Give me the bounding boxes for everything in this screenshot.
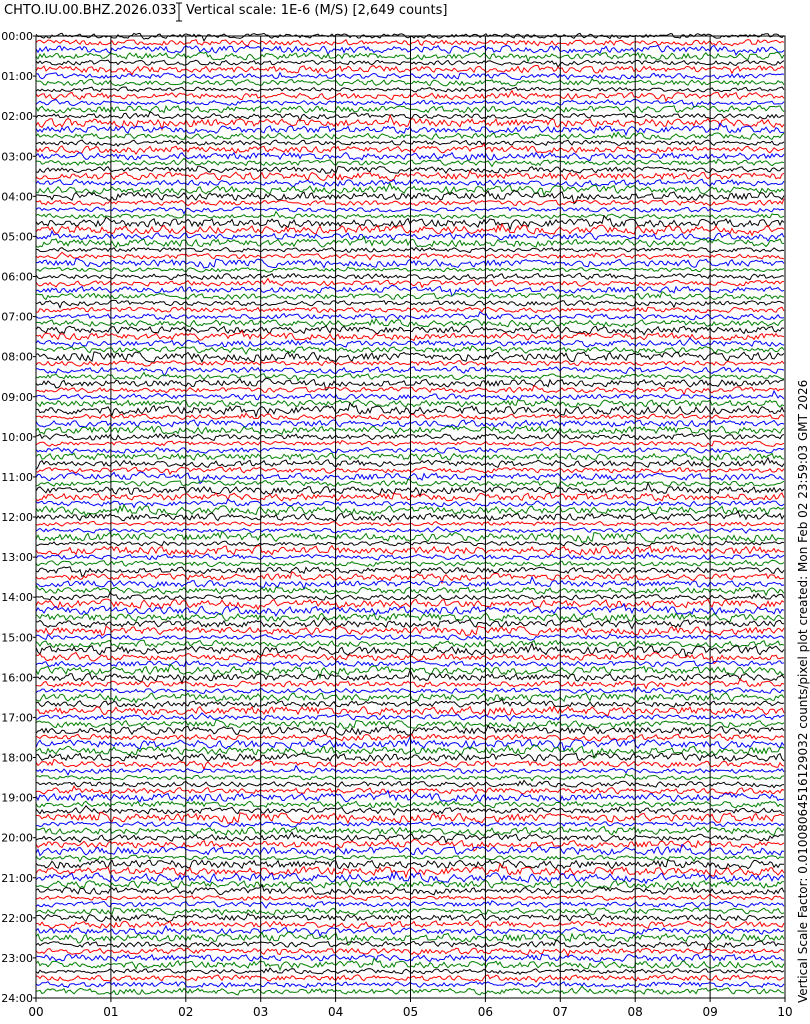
x-axis-ticks (28, 998, 792, 1019)
y-tick-label: 06:00 (1, 270, 33, 284)
y-tick-label: 07:00 (1, 310, 33, 324)
y-tick-label: 09:00 (1, 390, 33, 404)
y-tick-label: 04:00 (1, 190, 33, 204)
y-tick-label: 02:00 (1, 110, 33, 124)
grid-lines (111, 36, 710, 998)
x-tick-label: 03 (253, 1005, 269, 1019)
y-tick-label: 05:00 (1, 230, 33, 244)
y-tick-label: 13:00 (1, 551, 33, 565)
x-tick-label: 09 (702, 1005, 718, 1019)
y-tick-label: 24:00 (1, 992, 33, 1005)
y-tick-label: 18:00 (1, 751, 33, 765)
y-tick-label: 21:00 (1, 871, 33, 885)
y-tick-label: 12:00 (1, 511, 33, 524)
y-axis-ticks (1, 30, 36, 1005)
y-tick-label: 16:00 (1, 671, 33, 685)
y-tick-label: 23:00 (1, 951, 33, 965)
x-tick-label: 01 (103, 1005, 119, 1019)
x-tick-label: 07 (552, 1005, 568, 1019)
x-tick-label: 04 (327, 1005, 344, 1019)
y-tick-label: 15:00 (1, 631, 33, 645)
y-tick-label: 01:00 (1, 70, 33, 84)
x-tick-label: 08 (627, 1005, 643, 1019)
x-tick-label: 06 (477, 1005, 494, 1019)
y-tick-label: 03:00 (1, 150, 33, 164)
x-tick-label: 02 (178, 1005, 194, 1019)
y-tick-label: 08:00 (1, 350, 33, 364)
y-tick-label: 11:00 (1, 470, 33, 484)
y-tick-label: 10:00 (1, 430, 33, 444)
y-tick-label: 22:00 (1, 911, 33, 925)
x-tick-label: 00 (28, 1005, 44, 1019)
vertical-scale-factor-note: Vertical Scale Factor: 0.01008064516129032 counts/pixel plot created: Mon Feb 02 23:59:03 GMT 2026 (796, 379, 810, 1003)
station-label: CHTO.IU.00.BHZ.2026.033 (4, 3, 177, 18)
y-tick-label: 14:00 (1, 591, 33, 605)
y-tick-label: 00:00 (1, 30, 33, 43)
x-tick-label: 10 (777, 1005, 793, 1019)
y-tick-label: 20:00 (1, 831, 33, 845)
vertical-scale-label: Vertical scale: 1E-6 (M/S) [2,649 counts] (186, 3, 448, 18)
y-tick-label: 19:00 (1, 791, 33, 805)
x-tick-label: 05 (402, 1005, 419, 1019)
y-tick-label: 17:00 (1, 711, 33, 725)
